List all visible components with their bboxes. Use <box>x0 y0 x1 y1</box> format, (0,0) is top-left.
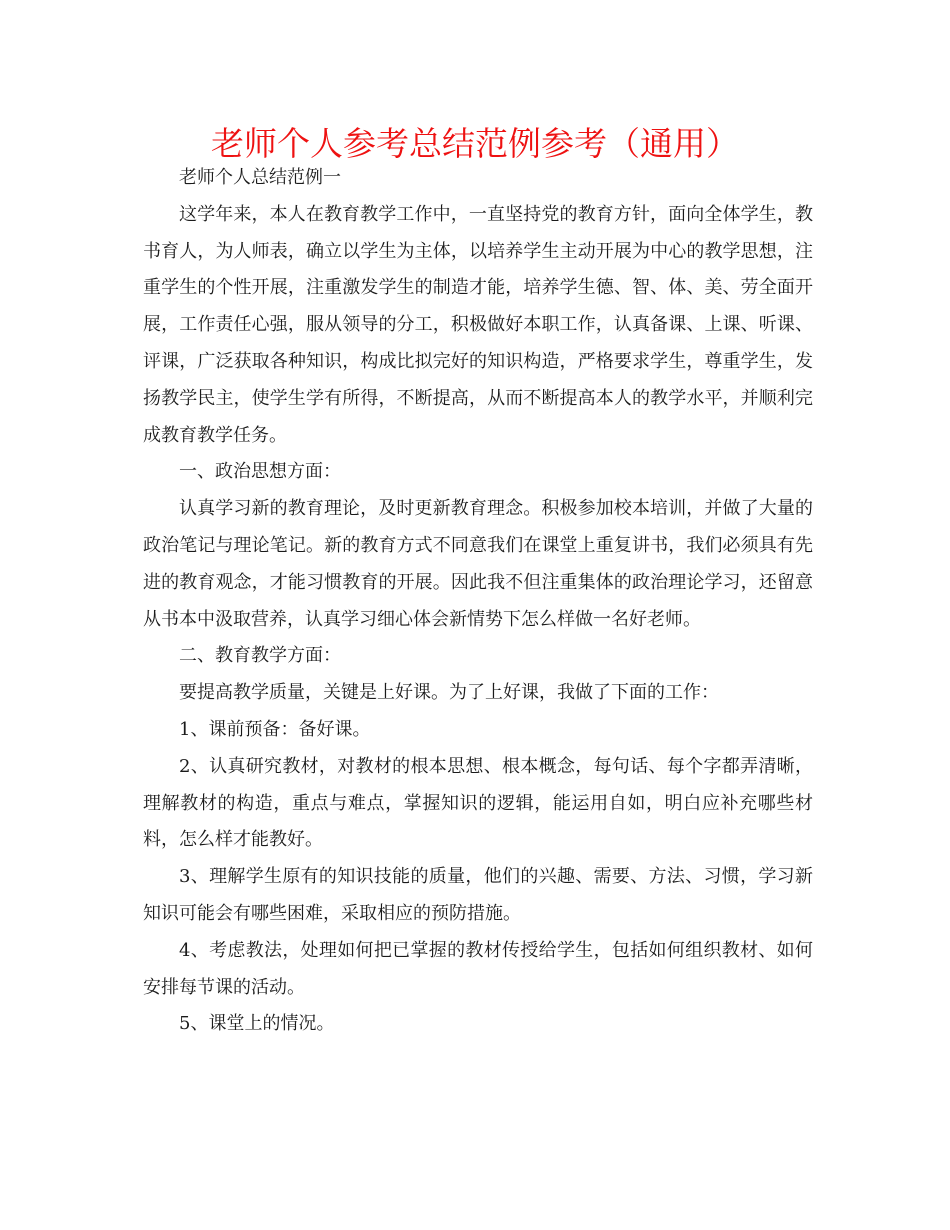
list-item-5: 5、课堂上的情况。 <box>179 1013 335 1035</box>
list-item-4: 4、考虑教法，处理如何把已掌握的教材传授给学生，包括如何组织教材、如何安排每节课的活动。 <box>143 939 813 998</box>
section-heading-teaching: 二、教育教学方面： <box>179 645 341 667</box>
list-item-2: 2、认真研究教材，对教材的根本思想、根本概念，每句话、每个字都弄清晰，理解教材的构造，重点与难点，掌握知识的逻辑，能运用自如，明白应补充哪些材料，怎么样才能教好。 <box>143 755 813 851</box>
political-paragraph: 认真学习新的教育理论，及时更新教育理念。积极参加校本培训，并做了大量的政治笔记与理论笔记。新的教育方式不同意我们在课堂上重复讲书，我们必须具有先进的教育观念，才能习惯教育的开展。因此我不但注重集体的政治理论学习，还留意从书本中汲取营养，认真学习细心体会新情势下怎么样做一名好老师。 <box>143 498 813 630</box>
list-item-1: 1、课前预备：备好课。 <box>179 718 371 740</box>
list-item-3: 3、理解学生原有的知识技能的质量，他们的兴趣、需要、方法、习惯，学习新知识可能会有哪些困难，采取相应的预防措施。 <box>143 866 813 924</box>
section-heading-political: 一、政治思想方面： <box>179 461 341 483</box>
subtitle-example-one: 老师个人总结范例一 <box>179 167 341 188</box>
document-body <box>143 160 813 1043</box>
intro-paragraph: 这学年来，本人在教育教学工作中，一直坚持党的教育方针，面向全体学生，教书育人，为人师表，确立以学生为主体，以培养学生主动开展为中心的教学思想，注重学生的个性开展，注重激发学生的制造才能，培养学生德、智、体、美、劳全面开展，工作责任心强，服从领导的分工，积极做好本职工作，认真备课、上课、听课、评课，广泛获取各种知识，构成比拟完好的知识构造，严格要求学生，尊重学生，发扬教学民主，使学生学有所得，不断提高，从而不断提高本人的教学水平，并顺利完成教育教学任务。 <box>143 203 813 446</box>
document-title: 老师个人参考总结范例参考（通用） <box>211 124 739 163</box>
teaching-intro-paragraph: 要提高教学质量，关键是上好课。为了上好课，我做了下面的工作： <box>179 682 719 704</box>
